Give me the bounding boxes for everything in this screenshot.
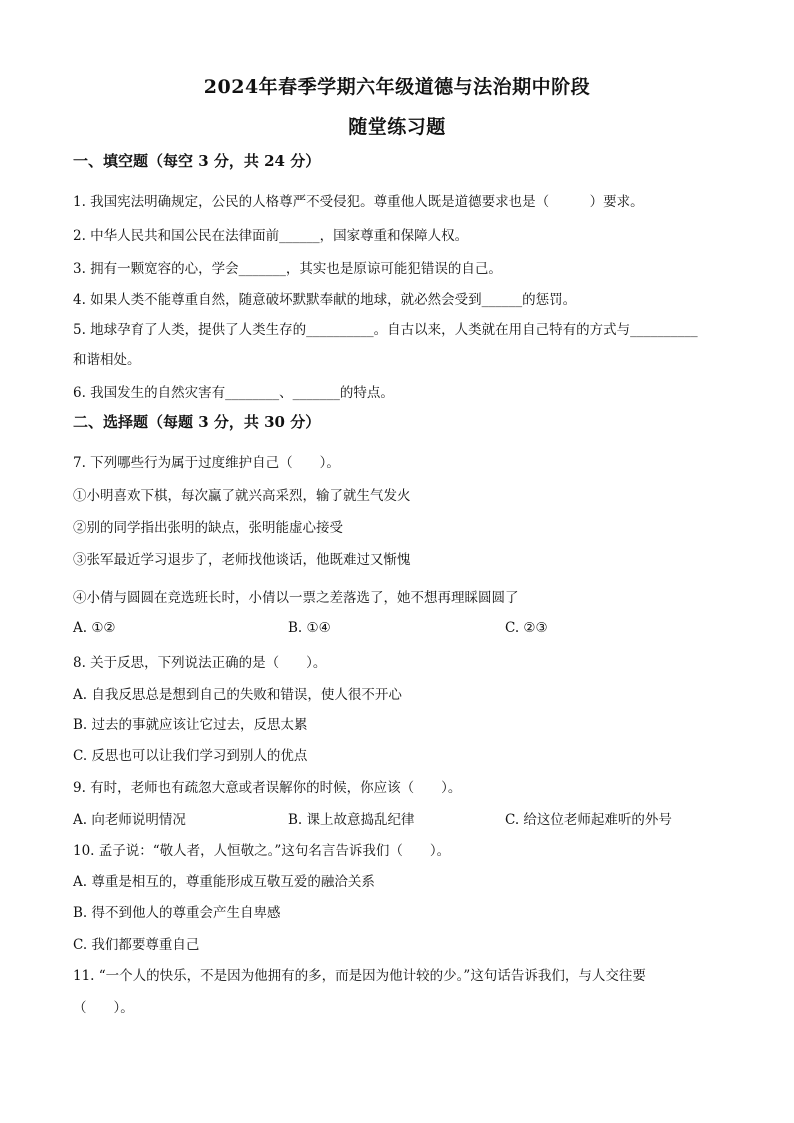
page-subtitle: 随堂练习题 [348,116,446,138]
question-5-line-2: 和谐相处。 [73,352,141,368]
question-9: 9. 有时，老师也有疏忽大意或者误解你的时候，你应该（ ）。 [73,780,462,796]
question-2: 2. 中华人民共和国公民在法律面前______，国家尊重和保障人权。 [73,228,469,244]
page-title: 2024年春季学期六年级道德与法治期中阶段 [203,76,591,98]
question-10: 10. 孟子说：“敬人者，人恒敬之。”这句名言告诉我们（ ）。 [73,843,451,859]
question-11-line-2: （ ）。 [73,1000,134,1016]
question-3: 3. 拥有一颗宽容的心，学会_______，其实也是原谅可能犯错误的自己。 [73,261,502,277]
question-9-option-a: A. 向老师说明情况 [73,812,186,828]
question-7-statement-3: ③张军最近学习退步了，老师找他谈话，他既难过又惭愧 [73,552,411,568]
question-1: 1. 我国宪法明确规定，公民的人格尊严不受侵犯。尊重他人既是道德要求也是（ ）要求。 [73,194,644,210]
question-8-option-c: C. 反思也可以让我们学习到别人的优点 [73,748,308,764]
section-fill-in-heading: 一、填空题（每空 3 分，共 24 分） [73,152,321,170]
question-9-option-b: B. 课上故意捣乱纪律 [288,812,415,828]
question-10-option-a: A. 尊重是相互的，尊重能形成互敬互爱的融洽关系 [73,874,375,890]
question-7: 7. 下列哪些行为属于过度维护自己（ ）。 [73,455,340,471]
question-6: 6. 我国发生的自然灾害有________、_______的特点。 [73,385,394,401]
question-4: 4. 如果人类不能尊重自然，随意破坏默默奉献的地球，就必然会受到______的惩罚。 [73,292,577,308]
question-7-option-b: B. ①④ [288,620,331,636]
question-8-option-b: B. 过去的事就应该让它过去，反思太累 [73,717,308,733]
question-8-option-a: A. 自我反思总是想到自己的失败和错误，使人很不开心 [73,687,402,703]
question-7-statement-4: ④小倩与圆圆在竞选班长时，小倩以一票之差落选了，她不想再理睬圆圆了 [73,590,519,606]
question-8: 8. 关于反思，下列说法正确的是（ ）。 [73,655,327,671]
question-7-statement-1: ①小明喜欢下棋，每次赢了就兴高采烈，输了就生气发火 [73,488,411,504]
question-7-statement-2: ②别的同学指出张明的缺点，张明能虚心接受 [73,520,343,536]
section-choice-heading: 二、选择题（每题 3 分，共 30 分） [73,413,321,431]
question-10-option-c: C. 我们都要尊重自己 [73,937,200,953]
question-7-option-c: C. ②③ [505,620,548,636]
question-11-line-1: 11. “一个人的快乐，不是因为他拥有的多，而是因为他计较的少。”这句话告诉我们，与人交往要 [73,968,646,984]
question-7-option-a: A. ①② [73,620,116,636]
question-5-line-1: 5. 地球孕育了人类，提供了人类生存的__________。自古以来，人类就在用自己特有的方式与__________ [73,322,698,338]
question-10-option-b: B. 得不到他人的尊重会产生自卑感 [73,905,281,921]
question-9-option-c: C. 给这位老师起难听的外号 [505,812,672,828]
